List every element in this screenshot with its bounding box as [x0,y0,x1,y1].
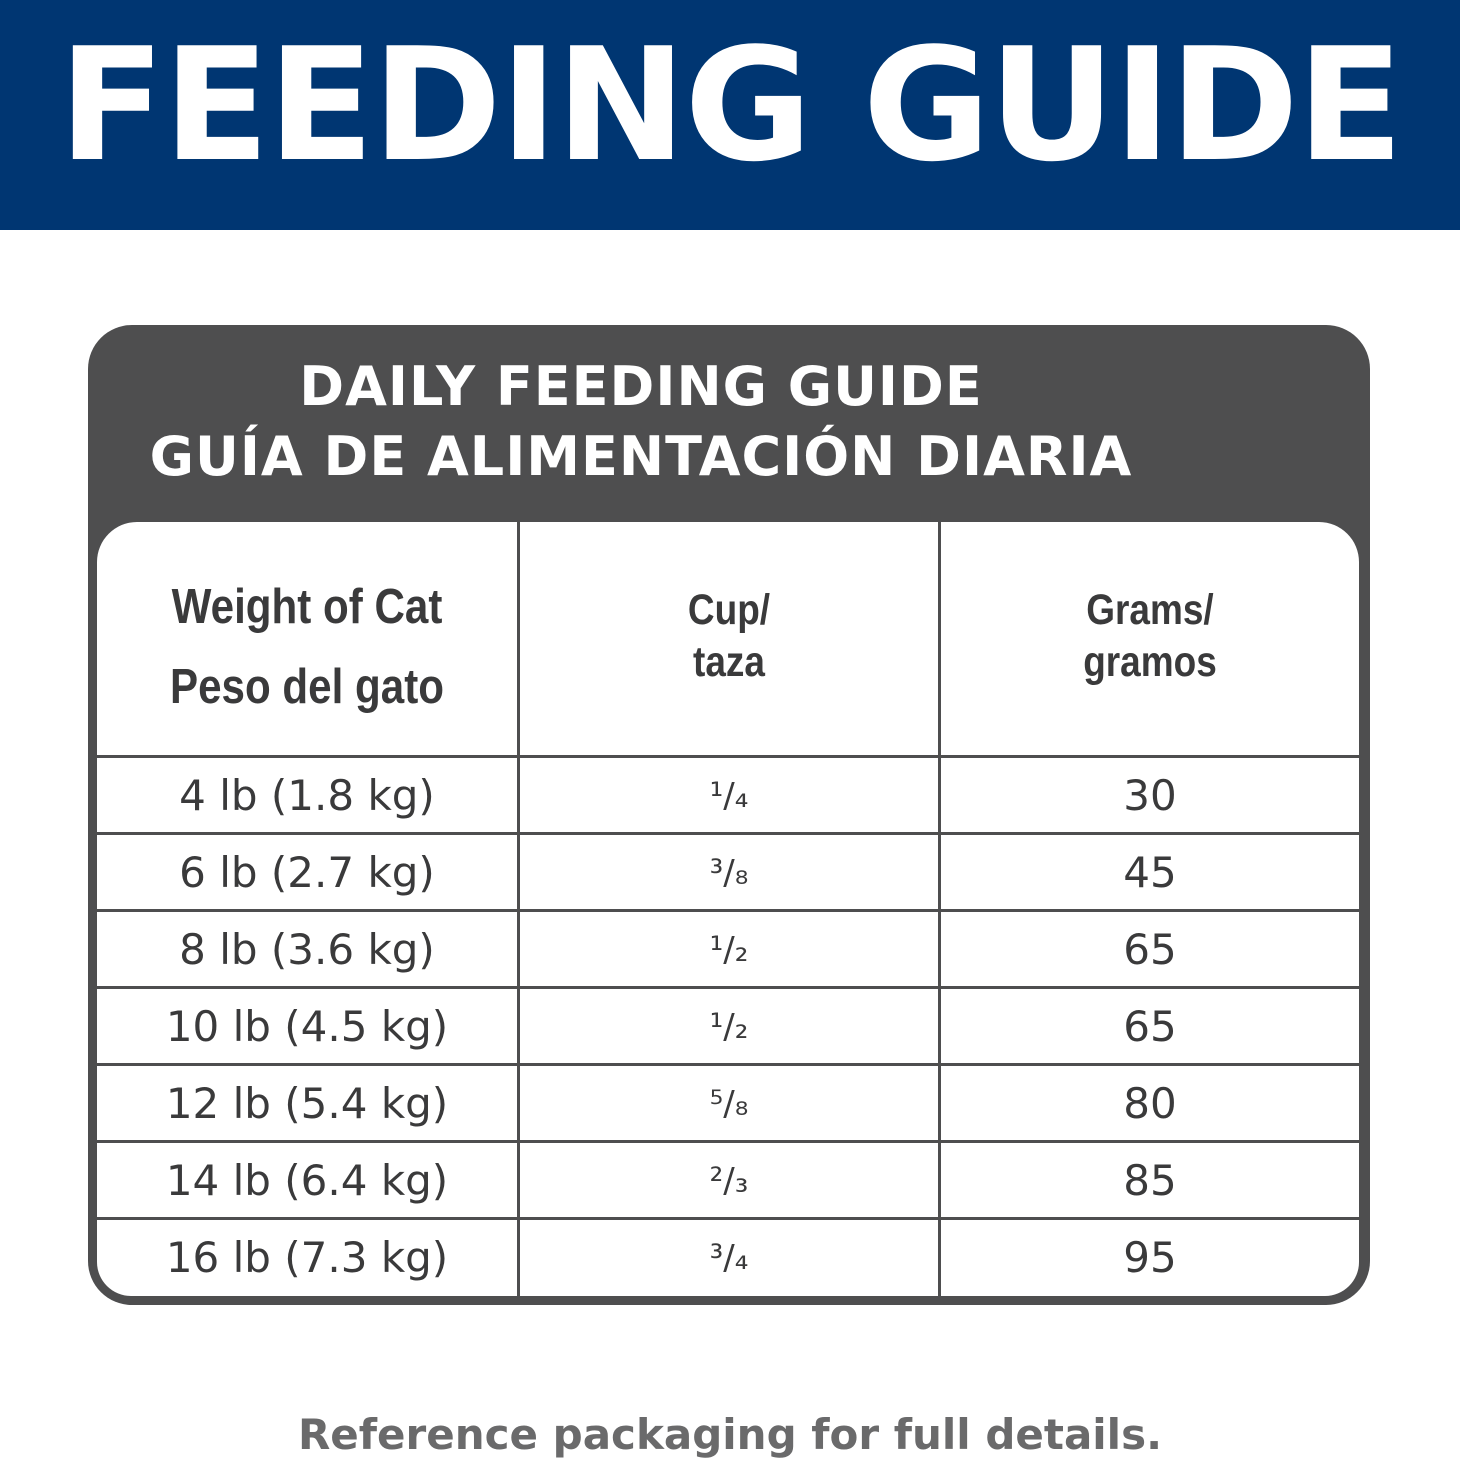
cell-cup: ¹/₂ [709,1007,749,1047]
cell-cup: ¹/₂ [709,930,749,970]
cell-weight: 10 lb (4.5 kg) [165,1002,449,1051]
cell-grams: 65 [1123,1002,1177,1051]
page-title: FEEDING GUIDE [58,14,1402,196]
header-weight-spanish: Peso del gato [170,660,444,714]
cell-weight: 8 lb (3.6 kg) [179,925,435,974]
header-grams-spanish: gramos [1083,638,1217,686]
header-cup-english: Cup/ [687,586,771,634]
cell-weight: 16 lb (7.3 kg) [165,1233,449,1282]
cell-weight: 4 lb (1.8 kg) [179,771,435,820]
cell-weight: 14 lb (6.4 kg) [165,1156,449,1205]
cell-cup: ¹/₄ [709,776,749,816]
header-cup [549,584,908,688]
cell-weight: 6 lb (2.7 kg) [179,848,435,897]
card-title-english: DAILY FEEDING GUIDE [299,355,983,418]
footer-note: Reference packaging for full details. [297,1410,1163,1459]
header-weight [126,567,487,727]
cell-cup: ⁵/₈ [709,1084,749,1124]
header-cup-spanish: taza [693,638,765,686]
cell-grams: 65 [1123,925,1177,974]
cell-grams: 45 [1123,848,1177,897]
cell-cup: ³/₄ [709,1238,749,1278]
header-weight-english: Weight of Cat [171,580,443,634]
cell-cup: ³/₈ [709,853,749,893]
cell-grams: 95 [1123,1233,1177,1282]
cell-grams: 30 [1123,771,1177,820]
cell-weight: 12 lb (5.4 kg) [165,1079,449,1128]
cell-grams: 80 [1123,1079,1177,1128]
header-grams [970,584,1329,688]
feeding-table [97,522,1359,1296]
cell-cup: ²/₃ [709,1161,749,1201]
cell-grams: 85 [1123,1156,1177,1205]
header-grams-english: Grams/ [1086,586,1214,634]
card-title-spanish: GUÍA DE ALIMENTACIÓN DIARIA [149,425,1133,488]
